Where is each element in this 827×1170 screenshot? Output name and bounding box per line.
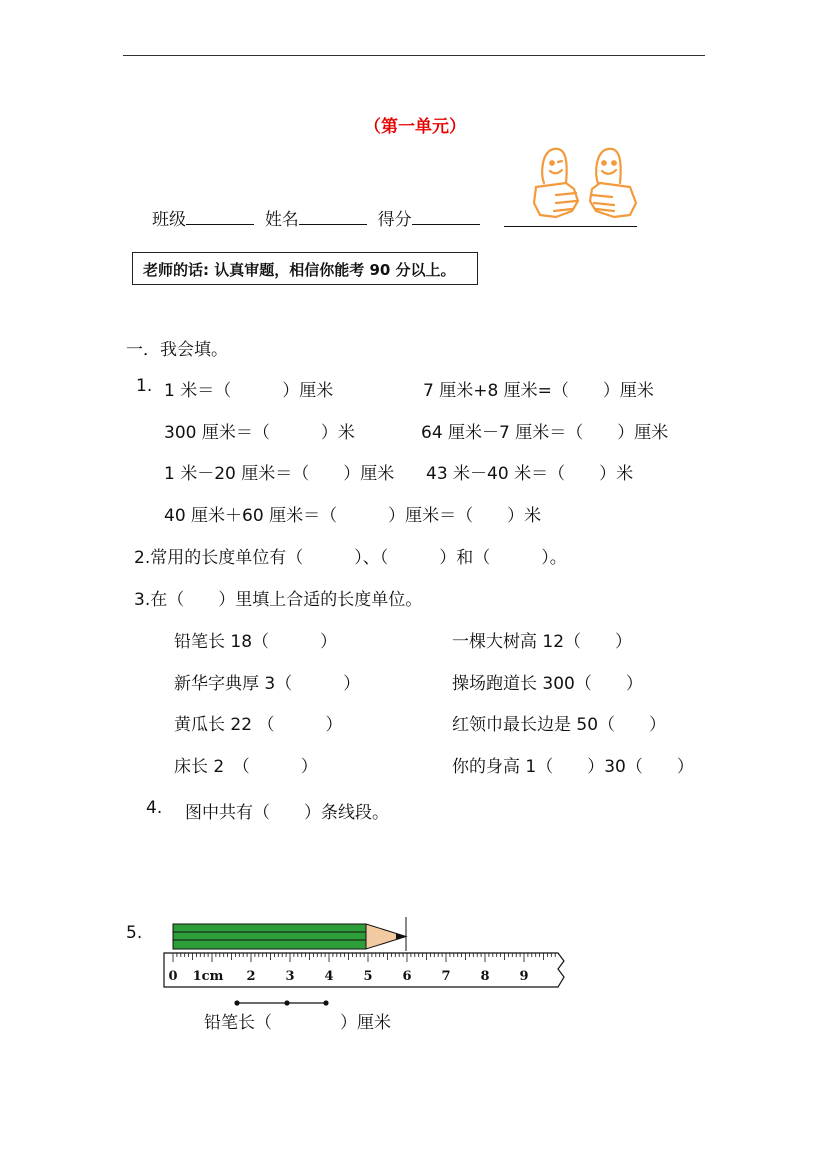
unit-title: （第一单元）	[364, 117, 466, 137]
ruler-tick-label: 7	[441, 969, 451, 984]
class-field[interactable]	[186, 206, 254, 225]
q3-item: 新华字典厚 3（ ）	[174, 674, 361, 694]
teacher-note-box	[132, 252, 478, 285]
q3-item: 床长 2 （ ）	[174, 757, 318, 777]
q1-item-a: 1 米＝（ ）厘米	[164, 381, 334, 401]
q5-answer: 铅笔长（ ）厘米	[204, 1013, 391, 1033]
q3-item: 你的身高 1（ ）30（ ）	[452, 757, 694, 777]
ruler-tick-label: 9	[519, 969, 529, 984]
q1-item-g: 40 厘米＋60 厘米＝（ ）厘米＝（ ）米	[164, 506, 542, 526]
q1-number: 1.	[136, 376, 153, 396]
score-label: 得分	[377, 210, 412, 230]
ruler-pencil-figure	[160, 915, 570, 991]
q1-item-e: 1 米－20 厘米＝（ ）厘米	[164, 464, 395, 484]
signature-line	[504, 226, 637, 227]
section-heading: 一．我会填。	[126, 340, 228, 360]
q5-number: 5.	[126, 923, 143, 943]
name-label: 姓名	[264, 210, 299, 230]
q3-item: 黄瓜长 22 （ ）	[174, 715, 343, 735]
q1-item-b: 7 厘米+8 厘米=（ ）厘米	[423, 381, 654, 401]
q4-number: 4.	[146, 798, 163, 818]
q2-text: 2.常用的长度单位有（ ）、（ ）和（ ）。	[134, 548, 567, 568]
header-rule	[123, 55, 705, 56]
q3-item: 一棵大树高 12（ ）	[452, 632, 633, 652]
q1-item-f: 43 米－40 米＝（ ）米	[426, 464, 634, 484]
ruler-tick-label: 2	[246, 969, 256, 984]
ruler-tick-label: 1cm	[192, 969, 224, 984]
ruler-tick-label: 5	[363, 969, 373, 984]
ruler-tick-label: 0	[168, 969, 178, 984]
ruler-tick-label: 6	[402, 969, 412, 984]
ruler-tick-label: 3	[285, 969, 295, 984]
name-field[interactable]	[299, 206, 367, 225]
q3-item: 操场跑道长 300（ ）	[452, 674, 643, 694]
q1-item-c: 300 厘米＝（ ）米	[164, 423, 355, 443]
teacher-note: 老师的话: 认真审题，相信你能考 90 分以上。	[143, 261, 456, 279]
q4-text: 图中共有（ ）条线段。	[185, 803, 389, 823]
q3-item: 红领巾最长边是 50（ ）	[452, 715, 667, 735]
ruler-tick-label: 4	[324, 969, 334, 984]
q3-item: 铅笔长 18（ ）	[174, 632, 338, 652]
q1-item-d: 64 厘米－7 厘米＝（ ）厘米	[421, 423, 669, 443]
pencil-icon	[173, 924, 406, 949]
class-label: 班级	[152, 210, 186, 230]
ruler-tick-label: 8	[480, 969, 490, 984]
line-segments-figure	[232, 998, 332, 1008]
score-field[interactable]	[412, 206, 480, 225]
thumbs-up-mascot-icon	[526, 143, 646, 227]
student-info-row	[152, 205, 480, 230]
q3-stem: 3.在（ ）里填上合适的长度单位。	[134, 590, 423, 610]
